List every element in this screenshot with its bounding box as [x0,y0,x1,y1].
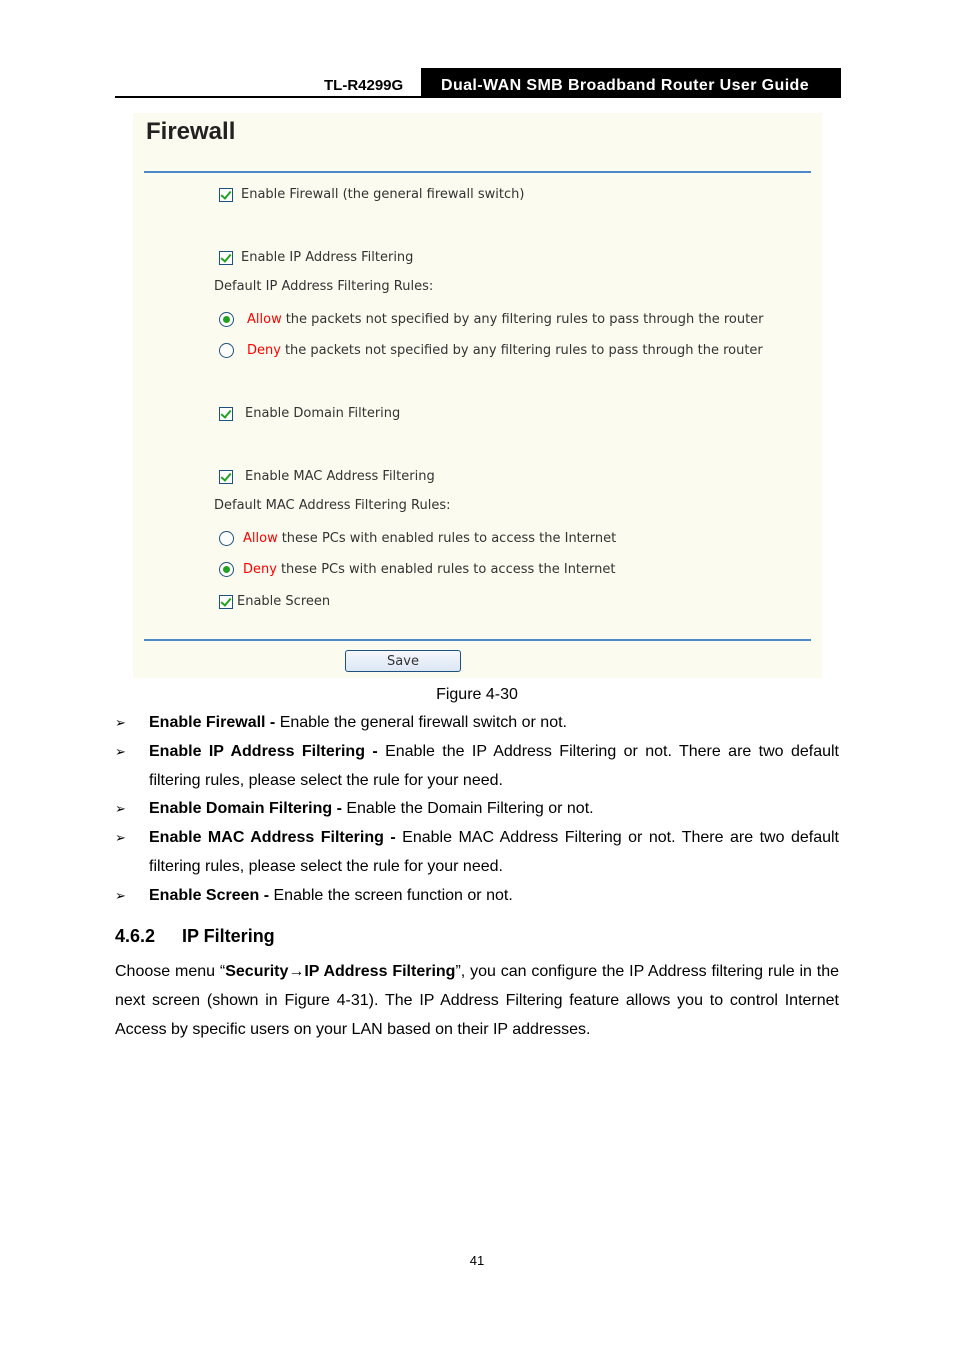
mac-allow-radio[interactable] [219,531,234,546]
bullet-arrow-icon: ➢ [115,888,126,903]
ip-allow-text: the packets not specified by any filtering rules to pass through the router [285,312,764,327]
save-button[interactable]: Save [345,650,461,672]
enable-ip-filtering-row [219,250,413,265]
panel-title: Firewall [146,118,236,145]
enable-firewall-checkbox[interactable] [219,188,233,202]
menu-ip-address-filtering: IP Address Filtering [304,963,456,980]
header-title: Dual-WAN SMB Broadband Router User Guide [421,68,841,98]
bullet-term: Enable Screen - [149,887,270,904]
ip-deny-word: Deny [247,343,281,358]
mac-deny-text: these PCs with enabled rules to access the Internet [280,562,616,577]
bullet-term: Enable Domain Filtering - [149,800,342,817]
header-rule [115,96,841,98]
mac-allow-row [219,531,616,546]
bullet-enable-ip-filtering [115,737,839,795]
bullet-arrow-icon: ➢ [115,801,126,816]
enable-mac-filtering-checkbox[interactable] [219,470,233,484]
bullet-arrow-icon: ➢ [115,744,126,759]
enable-firewall-row [219,187,524,202]
enable-mac-filtering-row [219,469,435,484]
enable-screen-label: Enable Screen [237,594,331,609]
bullet-enable-domain-filtering [115,794,839,823]
bullet-term: Enable IP Address Filtering - [149,743,378,760]
ip-deny-row [219,343,763,358]
bullet-text: Enable the screen function or not. [269,887,513,904]
ip-allow-row [219,312,764,327]
bullet-text: Enable MAC Address Filtering or not. There are two default filtering rules, please select the rule for your need. [149,829,840,875]
enable-screen-checkbox[interactable] [219,595,233,609]
ip-rules-label: Default IP Address Filtering Rules: [214,279,434,294]
mac-deny-radio[interactable] [219,562,234,577]
ip-deny-radio[interactable] [219,343,234,358]
enable-ip-filtering-label: Enable IP Address Filtering [241,250,414,265]
para-text: ”, you can configure the IP Address filtering rule in the next screen (shown in Figure 4-31). The IP Address Filtering feature allows you to control Internet Access by specific users on your LAN based on their IP addresses. [115,963,839,1038]
mac-allow-text: these PCs with enabled rules to access the Internet [281,531,617,546]
menu-arrow: → [288,963,305,980]
enable-ip-filtering-checkbox[interactable] [219,251,233,265]
enable-firewall-label: Enable Firewall (the general firewall switch) [241,187,525,202]
panel-top-rule [144,171,811,173]
enable-mac-filtering-label: Enable MAC Address Filtering [245,469,435,484]
header-model: TL-R4299G [324,77,404,94]
para-text: Choose menu “ [115,963,226,980]
section-number: 4.6.2 [115,926,156,946]
bullet-text: Enable the general firewall switch or not. [275,714,567,731]
mac-deny-word: Deny [243,562,277,577]
bullet-enable-screen [115,881,839,910]
bullet-text: Enable the IP Address Filtering or not. There are two default filtering rules, please select the rule for your need. [149,743,839,789]
enable-domain-filtering-label: Enable Domain Filtering [245,406,401,421]
bullet-arrow-icon: ➢ [115,715,126,730]
panel-bottom-rule [144,639,811,641]
bullet-arrow-icon: ➢ [115,830,126,845]
mac-deny-row [219,562,615,577]
bullet-enable-firewall [115,708,839,737]
enable-screen-row [219,594,330,609]
figure-caption: Figure 4-30 [436,686,518,703]
bullet-text: Enable the Domain Filtering or not. [341,800,594,817]
enable-domain-filtering-checkbox[interactable] [219,407,233,421]
section-heading [115,926,275,947]
body-paragraph [115,957,839,1044]
mac-allow-word: Allow [243,531,278,546]
menu-security: Security [225,963,289,980]
ip-deny-text: the packets not specified by any filtering rules to pass through the router [284,343,763,358]
section-title: IP Filtering [182,926,275,946]
bullet-term: Enable MAC Address Filtering - [149,829,396,846]
bullet-enable-mac-filtering [115,823,839,881]
page-number: 41 [469,1253,485,1268]
mac-rules-label: Default MAC Address Filtering Rules: [214,498,451,513]
firewall-panel [133,113,822,678]
enable-domain-filtering-row [219,406,400,421]
ip-allow-radio[interactable] [219,312,234,327]
bullet-term: Enable Firewall - [149,714,276,731]
ip-allow-word: Allow [247,312,282,327]
